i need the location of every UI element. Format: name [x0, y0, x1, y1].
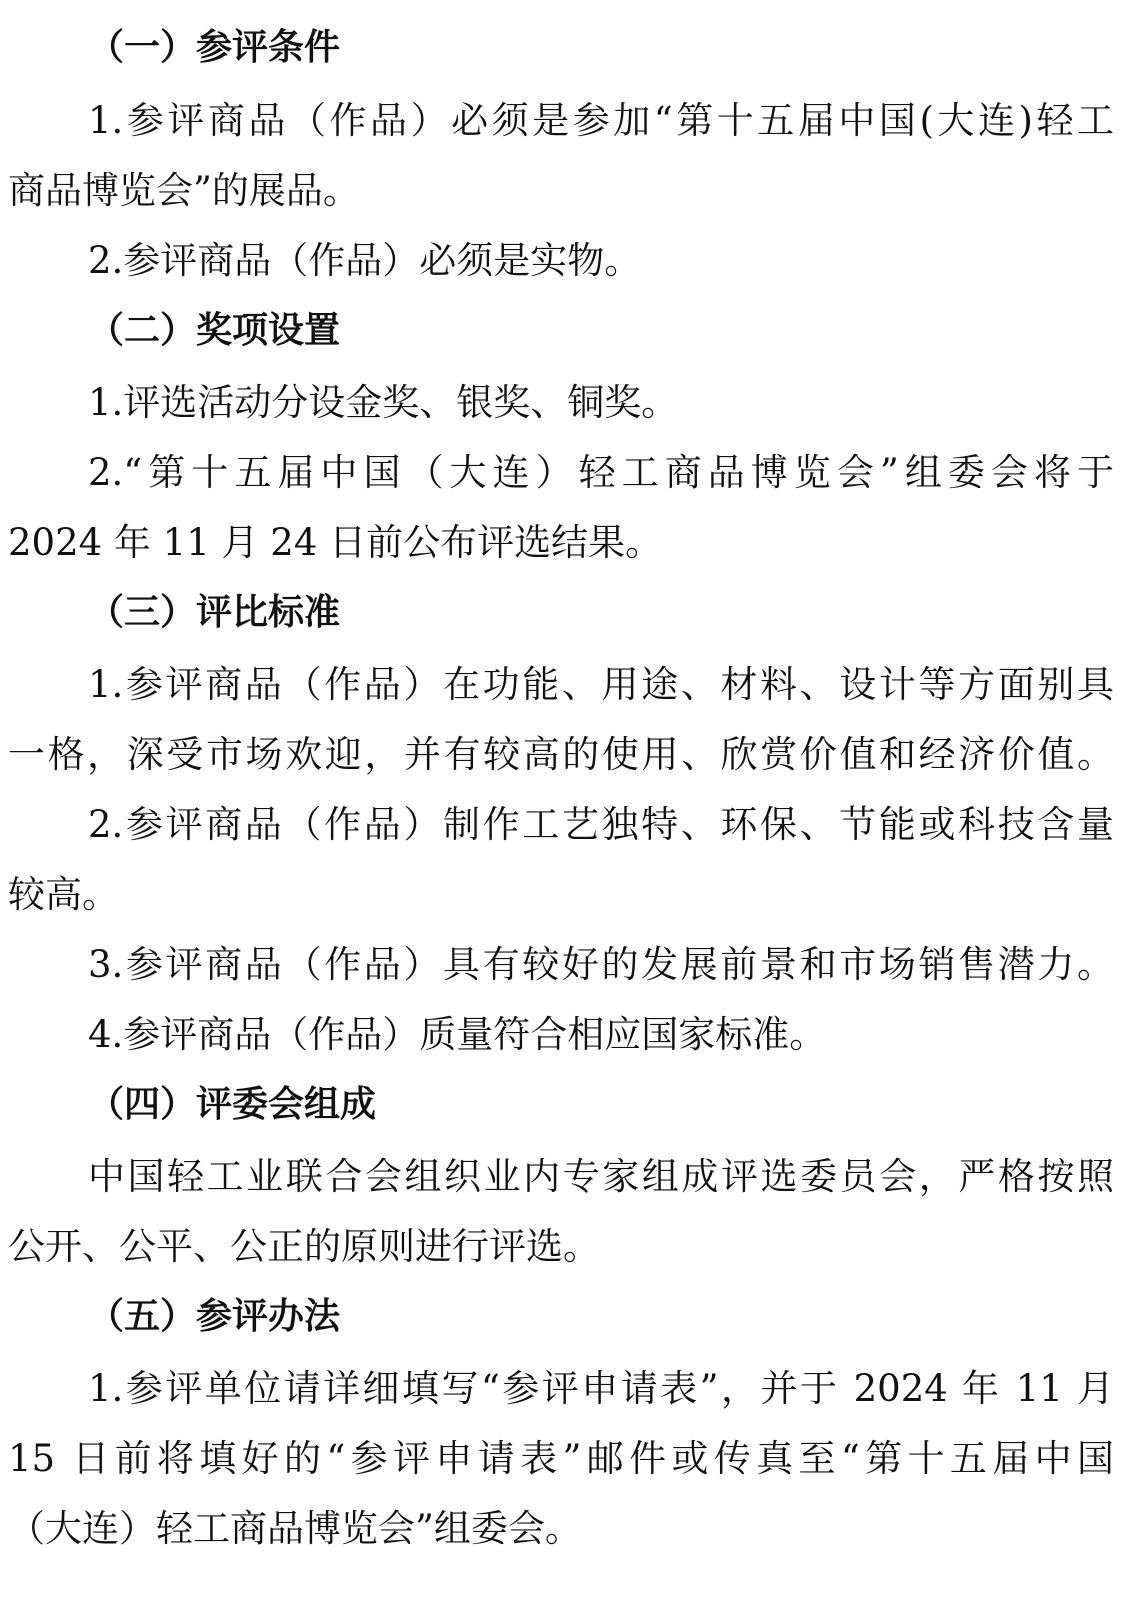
section-3-item-1-line-2: 一格，深受市场欢迎，并有较高的使用、欣赏价值和经济价值。: [8, 733, 1114, 776]
section-4-item-1-line-1: 中国轻工业联合会组织业内专家组成评选委员会，严格按照: [88, 1155, 1114, 1198]
section-3-item-4-line-1: 4.参评商品（作品）质量符合相应国家标准。: [88, 1013, 827, 1056]
section-4-item-1-line-2: 公开、公平、公正的原则进行评选。: [8, 1225, 600, 1268]
section-1-item-2-line-1: 2.参评商品（作品）必须是实物。: [88, 239, 642, 282]
section-1-item-1-line-1: 1.参评商品（作品）必须是参加“第十五届中国(大连)轻工: [88, 99, 1114, 142]
section-heading-4: （四）评委会组成: [88, 1084, 377, 1125]
section-heading-2: （二）奖项设置: [88, 310, 341, 351]
section-heading-1: （一）参评条件: [88, 27, 341, 68]
section-heading-5: （五）参评办法: [88, 1296, 341, 1337]
section-3-item-1-line-1: 1.参评商品（作品）在功能、用途、材料、设计等方面别具: [88, 663, 1114, 706]
section-2-item-2-line-1: 2.“第十五届中国（大连）轻工商品博览会”组委会将于: [88, 451, 1114, 494]
section-1-item-1-line-2: 商品博览会”的展品。: [8, 169, 360, 212]
section-5-item-1-line-1: 1.参评单位请详细填写“参评申请表”，并于 2024 年 11 月: [88, 1367, 1114, 1410]
section-3-item-3-line-1: 3.参评商品（作品）具有较好的发展前景和市场销售潜力。: [88, 943, 1114, 986]
section-2-item-1-line-1: 1.评选活动分设金奖、银奖、铜奖。: [88, 381, 679, 424]
section-5-item-1-line-3: （大连）轻工商品博览会”组委会。: [8, 1507, 582, 1550]
section-heading-3: （三）评比标准: [88, 592, 341, 633]
section-3-item-2-line-2: 较高。: [8, 873, 119, 916]
section-2-item-2-line-2: 2024 年 11 月 24 日前公布评选结果。: [8, 521, 663, 564]
section-5-item-1-line-2: 15 日前将填好的“参评申请表”邮件或传真至“第十五届中国: [8, 1437, 1114, 1480]
section-3-item-2-line-1: 2.参评商品（作品）制作工艺独特、环保、节能或科技含量: [88, 803, 1114, 846]
